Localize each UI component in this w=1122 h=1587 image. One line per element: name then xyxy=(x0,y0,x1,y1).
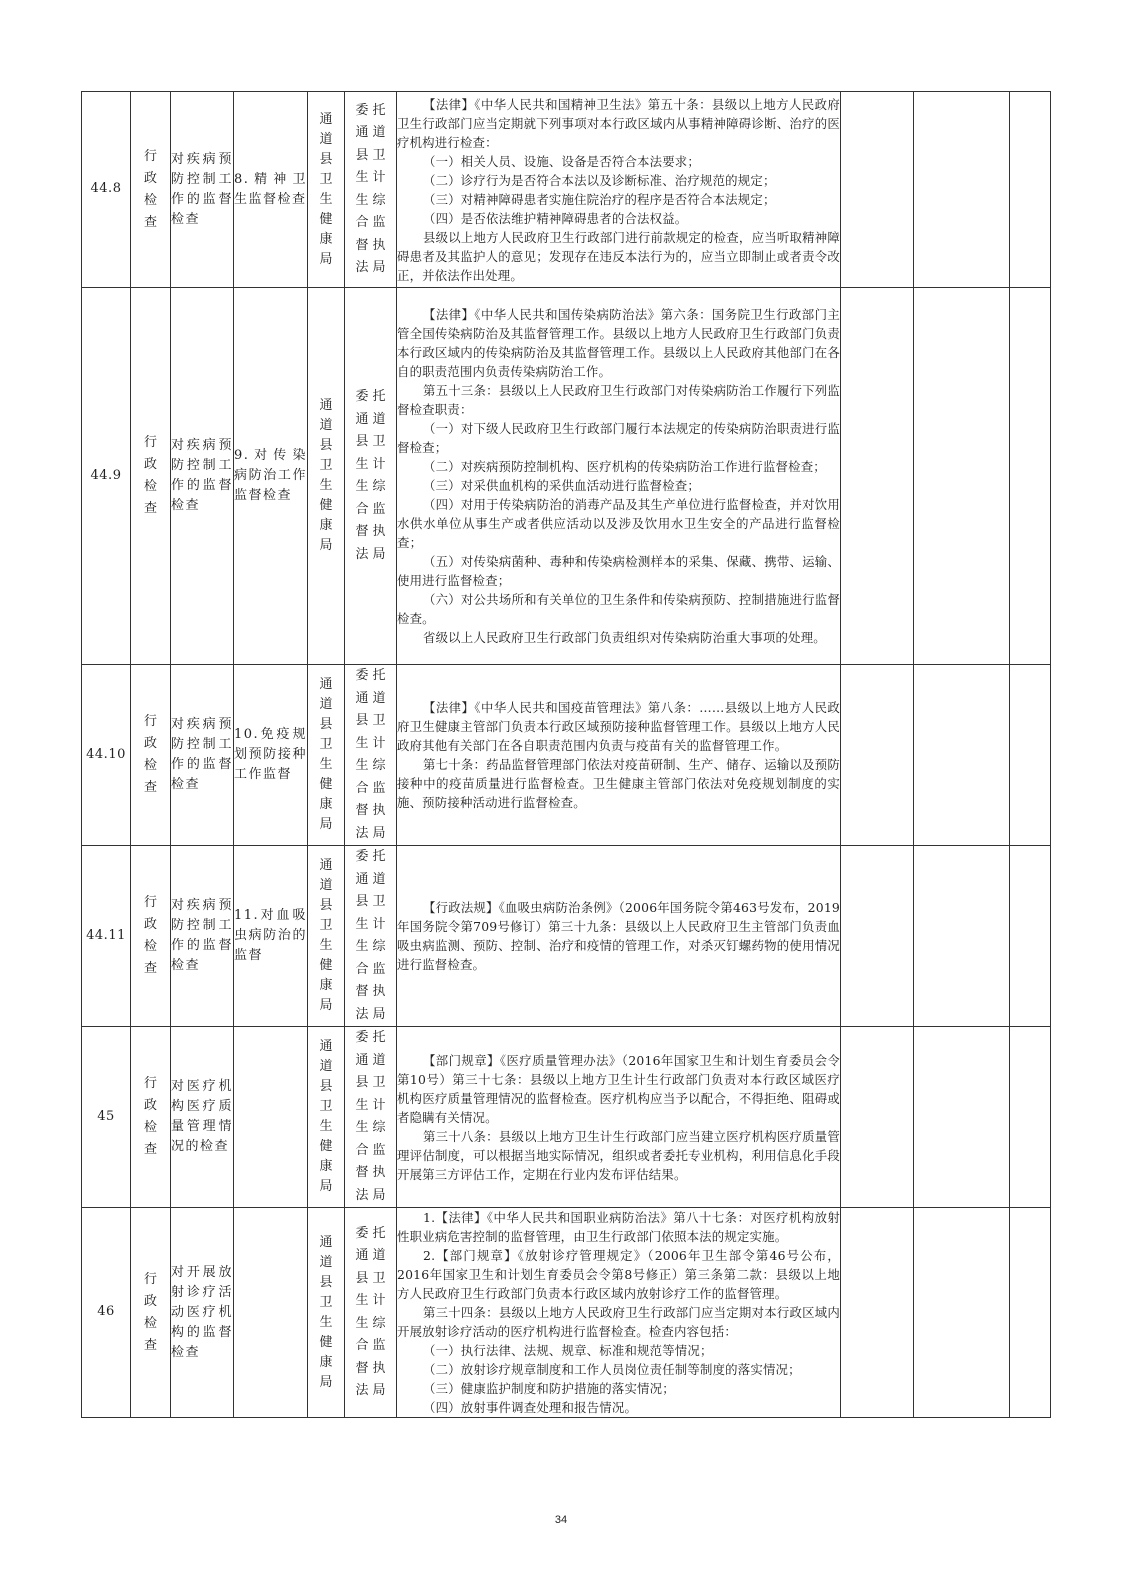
table-row xyxy=(82,846,1051,1027)
legal-basis-paragraph: （五）对传染病菌种、毒种和传染病检测样本的采集、保藏、携带、运输、使用进行监督检查； xyxy=(397,554,840,588)
legal-basis-paragraph: 1.【法律】《中华人民共和国职业病防治法》第八十七条：对医疗机构放射性职业病危害控制的监督管理，由卫生行政部门依照本法的规定实施。 xyxy=(397,1210,840,1244)
blank-cell-1 xyxy=(841,92,914,288)
blank-cell-1 xyxy=(841,846,914,1027)
legal-basis-paragraph: 【法律】《中华人民共和国传染病防治法》第六条：国务院卫生行政部门主管全国传染病防治及其监督管理工作。县级以上地方人民政府卫生行政部门负责本行政区域内的传染病防治及其监督管理工作。县级以上人民政府其他部门在各自的职责范围内负责传染病防治工作。 xyxy=(397,307,840,379)
table-row xyxy=(82,92,1051,288)
item-number-cell xyxy=(82,846,131,1027)
table-row xyxy=(82,665,1051,846)
item-number-cell xyxy=(82,665,131,846)
power-type: 行政检查 xyxy=(143,435,157,516)
implementing-agency: 通道县卫生健康局 xyxy=(319,398,333,553)
item-name-cell xyxy=(171,288,234,665)
legal-basis-paragraph: （四）放射事件调查处理和报告情况。 xyxy=(423,1400,638,1415)
legal-basis-paragraph: （三）健康监护制度和防护措施的落实情况； xyxy=(423,1381,675,1396)
legal-basis-paragraph: （一）对下级人民政府卫生行政部门履行本法规定的传染病防治职责进行监督检查； xyxy=(397,421,840,455)
power-type-cell xyxy=(131,1027,171,1208)
legal-basis-paragraph: （一）执行法律、法规、规章、标准和规范等情况； xyxy=(423,1343,713,1358)
implementing-agency: 通道县卫生健康局 xyxy=(319,858,333,1013)
implementing-agency: 通道县卫生健康局 xyxy=(319,677,333,832)
blank-cell-1 xyxy=(841,1208,914,1418)
sub-item-name: 8.精神卫生监督检查 xyxy=(234,171,307,207)
item-name-cell xyxy=(171,1208,234,1418)
blank-cell-2 xyxy=(914,1208,1010,1418)
legal-basis-cell xyxy=(397,1208,841,1418)
implementing-agency-cell xyxy=(308,665,345,846)
legal-basis-paragraph: （一）相关人员、设施、设备是否符合本法要求； xyxy=(423,153,700,169)
sub-item-cell xyxy=(234,92,308,288)
item-number-cell xyxy=(82,288,131,665)
legal-basis-cell xyxy=(397,846,841,1027)
item-name: 对疾病预防控制工作的监督检查 xyxy=(171,438,233,513)
blank-cell-3 xyxy=(1010,1027,1051,1208)
legal-basis-paragraph: 第三十四条：县级以上地方人民政府卫生行政部门应当定期对本行政区域内开展放射诊疗活动的医疗机构进行监督检查。检查内容包括： xyxy=(397,1305,840,1339)
power-type-cell xyxy=(131,1208,171,1418)
implementing-agency: 通道县卫生健康局 xyxy=(319,1039,333,1194)
blank-cell-1 xyxy=(841,288,914,665)
implementing-agency-cell xyxy=(308,288,345,665)
page-number: 34 xyxy=(554,1514,568,1526)
legal-basis-paragraph: 第三十八条：县级以上地方卫生计生行政部门应当建立医疗机构医疗质量管理评估制度，可以根据当地实际情况，组织或者委托专业机构，利用信息化手段开展第三方评估工作，定期在行业内发布评估结果。 xyxy=(397,1128,840,1182)
entrusted-agency-cell xyxy=(345,92,397,288)
legal-basis-paragraph: 【行政法规】《血吸虫病防治条例》（2006年国务院令第463号发布，2019年国务院令第709号修订）第三十九条：县级以上人民政府卫生主管部门负责血吸虫病监测、预防、控制、治疗和疫情的管理工作，对杀灭钉螺药物的使用情况进行监督检查。 xyxy=(397,900,840,972)
sub-item-cell xyxy=(234,1208,308,1418)
legal-basis-paragraph: （二）对疾病预防控制机构、医疗机构的传染病防治工作进行监督检查； xyxy=(423,459,826,474)
legal-basis-paragraph: 省级以上人民政府卫生行政部门负责组织对传染病防治重大事项的处理。 xyxy=(423,630,826,645)
blank-cell-3 xyxy=(1010,288,1051,665)
legal-basis-paragraph: 县级以上地方人民政府卫生行政部门进行前款规定的检查，应当听取精神障碍患者及其监护人的意见；发现存在违反本法行为的，应当立即制止或者责令改正，并依法作出处理。 xyxy=(397,229,840,283)
legal-basis-cell xyxy=(397,288,841,665)
blank-cell-3 xyxy=(1010,665,1051,846)
entrusted-agency-cell xyxy=(345,288,397,665)
item-name: 对疾病预防控制工作的监督检查 xyxy=(171,151,233,227)
item-number: 44.8 xyxy=(90,181,122,197)
item-name-cell xyxy=(171,846,234,1027)
item-number-cell xyxy=(82,1027,131,1208)
blank-cell-3 xyxy=(1010,1208,1051,1418)
table-row xyxy=(82,1208,1051,1418)
item-name-cell xyxy=(171,1027,234,1208)
legal-basis-paragraph: 【法律】《中华人民共和国精神卫生法》第五十条：县级以上地方人民政府卫生行政部门应当定期就下列事项对本行政区域内从事精神障碍诊断、治疗的医疗机构进行检查： xyxy=(397,96,840,150)
legal-basis-cell xyxy=(397,1027,841,1208)
entrusted-agency: 委托通道县卫生计生综合监督执法局 xyxy=(355,389,386,562)
item-name-cell xyxy=(171,665,234,846)
legal-basis-paragraph: 第五十三条：县级以上人民政府卫生行政部门对传染病防治工作履行下列监督检查职责： xyxy=(397,383,840,417)
item-number-cell xyxy=(82,1208,131,1418)
power-type-cell xyxy=(131,846,171,1027)
legal-basis-paragraph: 第七十条：药品监督管理部门依法对疫苗研制、生产、储存、运输以及预防接种中的疫苗质量进行监督检查。卫生健康主管部门依法对免疫规划制度的实施、预防接种活动进行监督检查。 xyxy=(397,757,840,810)
sub-item-cell xyxy=(234,288,308,665)
legal-basis-paragraph: （三）对采供血机构的采供血活动进行监督检查； xyxy=(423,478,700,493)
sub-item-cell xyxy=(234,1027,308,1208)
item-name: 对医疗机构医疗质量管理情况的检查 xyxy=(171,1079,233,1154)
legal-basis-paragraph: 2.【部门规章】《放射诊疗管理规定》（2006年卫生部令第46号公布，2016年国家卫生和计划生育委员会令第8号修正）第三条第二款：县级以上地方人民政府卫生行政部门负责本行政区域内放射诊疗工作的监督管理。 xyxy=(397,1248,840,1301)
sub-item-cell xyxy=(234,846,308,1027)
power-type: 行政检查 xyxy=(143,148,157,230)
entrusted-agency-cell xyxy=(345,1208,397,1418)
item-number: 45 xyxy=(97,1108,115,1124)
blank-cell-2 xyxy=(914,846,1010,1027)
sub-item-name: 9.对传染病防治工作监督检查 xyxy=(234,448,307,503)
item-name: 对疾病预防控制工作的监督检查 xyxy=(171,717,233,792)
legal-basis-paragraph: 【法律】《中华人民共和国疫苗管理法》第八条：……县级以上地方人民政府卫生健康主管部门负责本行政区域预防接种监督管理工作。县级以上地方人民政府其他有关部门在各自职责范围内负责与疫苗有关的监督管理工作。 xyxy=(397,700,840,753)
entrusted-agency: 委托通道县卫生计生综合监督执法局 xyxy=(355,1030,386,1203)
entrusted-agency: 委托通道县卫生计生综合监督执法局 xyxy=(355,849,386,1022)
legal-basis-cell xyxy=(397,92,841,288)
legal-basis-paragraph: （三）对精神障碍患者实施住院治疗的程序是否符合本法规定； xyxy=(423,191,776,207)
blank-cell-3 xyxy=(1010,846,1051,1027)
item-name-cell xyxy=(171,92,234,288)
power-type-cell xyxy=(131,288,171,665)
blank-cell-1 xyxy=(841,1027,914,1208)
item-number: 44.9 xyxy=(90,467,122,483)
sub-item-name: 11.对血吸虫病防治的监督 xyxy=(234,908,307,963)
power-type: 行政检查 xyxy=(143,1076,157,1157)
sub-item-cell xyxy=(234,665,308,846)
power-type-cell xyxy=(131,92,171,288)
entrusted-agency-cell xyxy=(345,1027,397,1208)
power-list-table xyxy=(81,91,1051,1418)
power-type-cell xyxy=(131,665,171,846)
implementing-agency: 通道县卫生健康局 xyxy=(319,1234,333,1390)
table-row xyxy=(82,288,1051,665)
legal-basis-paragraph: （二）诊疗行为是否符合本法以及诊断标准、治疗规范的规定； xyxy=(423,172,776,188)
sub-item-name: 10.免疫规划预防接种工作监督 xyxy=(234,727,307,782)
item-name: 对开展放射诊疗活动医疗机构的监督检查 xyxy=(171,1264,233,1360)
blank-cell-2 xyxy=(914,92,1010,288)
entrusted-agency: 委托通道县卫生计生综合监督执法局 xyxy=(355,1225,386,1398)
legal-basis-cell xyxy=(397,665,841,846)
blank-cell-2 xyxy=(914,288,1010,665)
implementing-agency-cell xyxy=(308,846,345,1027)
implementing-agency: 通道县卫生健康局 xyxy=(319,111,333,267)
blank-cell-1 xyxy=(841,665,914,846)
item-number: 44.11 xyxy=(86,927,126,943)
power-type: 行政检查 xyxy=(143,1271,157,1353)
legal-basis-paragraph: （六）对公共场所和有关单位的卫生条件和传染病预防、控制措施进行监督检查。 xyxy=(397,592,840,626)
legal-basis-paragraph: （二）放射诊疗规章制度和工作人员岗位责任制等制度的落实情况； xyxy=(423,1362,801,1377)
item-number-cell xyxy=(82,92,131,288)
item-number: 46 xyxy=(97,1304,115,1320)
blank-cell-2 xyxy=(914,665,1010,846)
entrusted-agency-cell xyxy=(345,846,397,1027)
implementing-agency-cell xyxy=(308,1027,345,1208)
implementing-agency-cell xyxy=(308,1208,345,1418)
legal-basis-paragraph: （四）是否依法维护精神障碍患者的合法权益。 xyxy=(423,210,688,226)
table-row xyxy=(82,1027,1051,1208)
blank-cell-3 xyxy=(1010,92,1051,288)
legal-basis-paragraph: 【部门规章】《医疗质量管理办法》（2016年国家卫生和计划生育委员会令第10号）第三十七条：县级以上地方卫生计生行政部门负责对本行政区域医疗机构医疗质量管理情况的监督检查。医疗机构应当予以配合，不得拒绝、阻碍或者隐瞒有关情况。 xyxy=(397,1052,840,1125)
entrusted-agency-cell xyxy=(345,665,397,846)
legal-basis-paragraph: （四）对用于传染病防治的消毒产品及其生产单位进行监督检查，并对饮用水供水单位从事生产或者供应活动以及涉及饮用水卫生安全的产品进行监督检查； xyxy=(397,497,840,550)
item-name: 对疾病预防控制工作的监督检查 xyxy=(171,898,233,973)
item-number: 44.10 xyxy=(86,746,126,762)
blank-cell-2 xyxy=(914,1027,1010,1208)
power-type: 行政检查 xyxy=(143,895,157,976)
entrusted-agency: 委托通道县卫生计生综合监督执法局 xyxy=(355,668,386,841)
implementing-agency-cell xyxy=(308,92,345,288)
entrusted-agency: 委托通道县卫生计生综合监督执法局 xyxy=(355,102,386,275)
power-type: 行政检查 xyxy=(143,714,157,795)
